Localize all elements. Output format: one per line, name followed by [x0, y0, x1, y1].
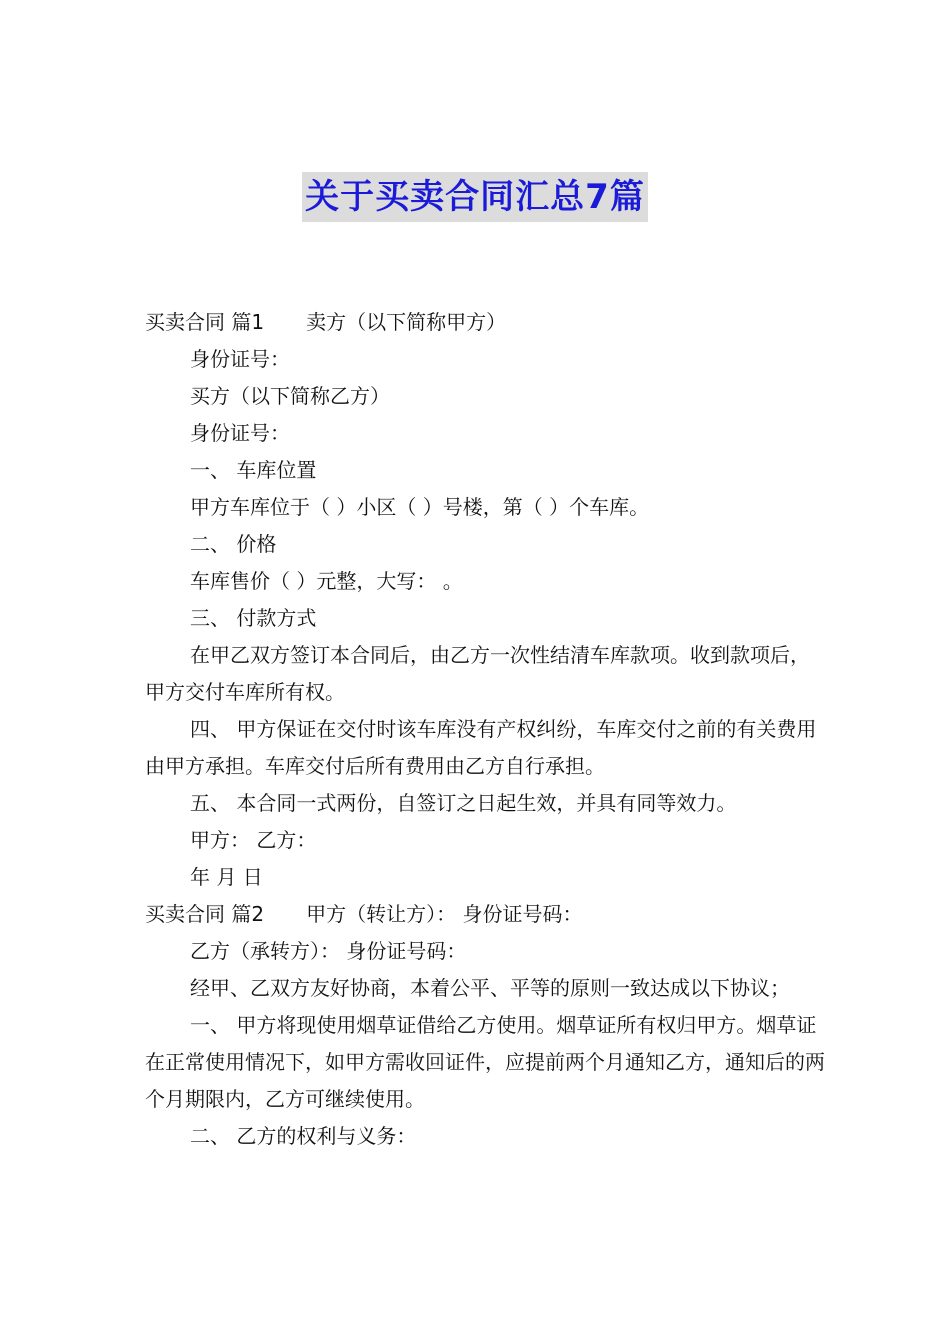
- paragraph: 四、 甲方保证在交付时该车库没有产权纠纷，车库交付之前的有关费用由甲方承担。车库交付后所有费用由乙方自行承担。: [145, 717, 817, 778]
- paragraph: 一、 甲方将现使用烟草证借给乙方使用。烟草证所有权归甲方。烟草证在正常使用情况下，如甲方需收回证件，应提前两个月通知乙方，通知后的两个月期限内，乙方可继续使用。: [145, 1013, 825, 1111]
- paragraph: 身份证号：: [190, 421, 290, 445]
- document-title: 关于买卖合同汇总7篇: [302, 172, 648, 222]
- paragraph: 五、 本合同一式两份，自签订之日起生效，并具有同等效力。: [190, 791, 737, 815]
- paragraph-text: 卖方（以下简称甲方）: [306, 310, 507, 334]
- document-body: [145, 304, 825, 1155]
- paragraph: 二、 价格: [190, 532, 277, 556]
- section-heading-2: [145, 896, 825, 933]
- title-container: [0, 172, 950, 222]
- section-heading-1: [145, 304, 825, 341]
- paragraph: 买方（以下简称乙方）: [190, 384, 390, 408]
- paragraph: 甲方车库位于（ ）小区（ ）号楼，第（ ）个车库。: [190, 495, 650, 519]
- paragraph: 年 月 日: [190, 865, 263, 889]
- paragraph-text: 甲方（转让方）： 身份证号码：: [306, 902, 583, 926]
- section-label: 买卖合同 篇1: [145, 310, 265, 334]
- paragraph: 一、 车库位置: [190, 458, 317, 482]
- paragraph: 身份证号：: [190, 347, 290, 371]
- paragraph: 二、 乙方的权利与义务：: [190, 1124, 417, 1148]
- paragraph: 车库售价（ ）元整，大写： 。: [190, 569, 463, 593]
- paragraph: 在甲乙双方签订本合同后，由乙方一次性结清车库款项。收到款项后，甲方交付车库所有权。: [145, 643, 810, 704]
- paragraph: 三、 付款方式: [190, 606, 317, 630]
- paragraph: 甲方： 乙方：: [190, 828, 317, 852]
- paragraph: 经甲、乙双方友好协商，本着公平、平等的原则一致达成以下协议；: [190, 976, 790, 1000]
- section-label: 买卖合同 篇2: [145, 902, 265, 926]
- paragraph: 乙方（承转方）： 身份证号码：: [190, 939, 467, 963]
